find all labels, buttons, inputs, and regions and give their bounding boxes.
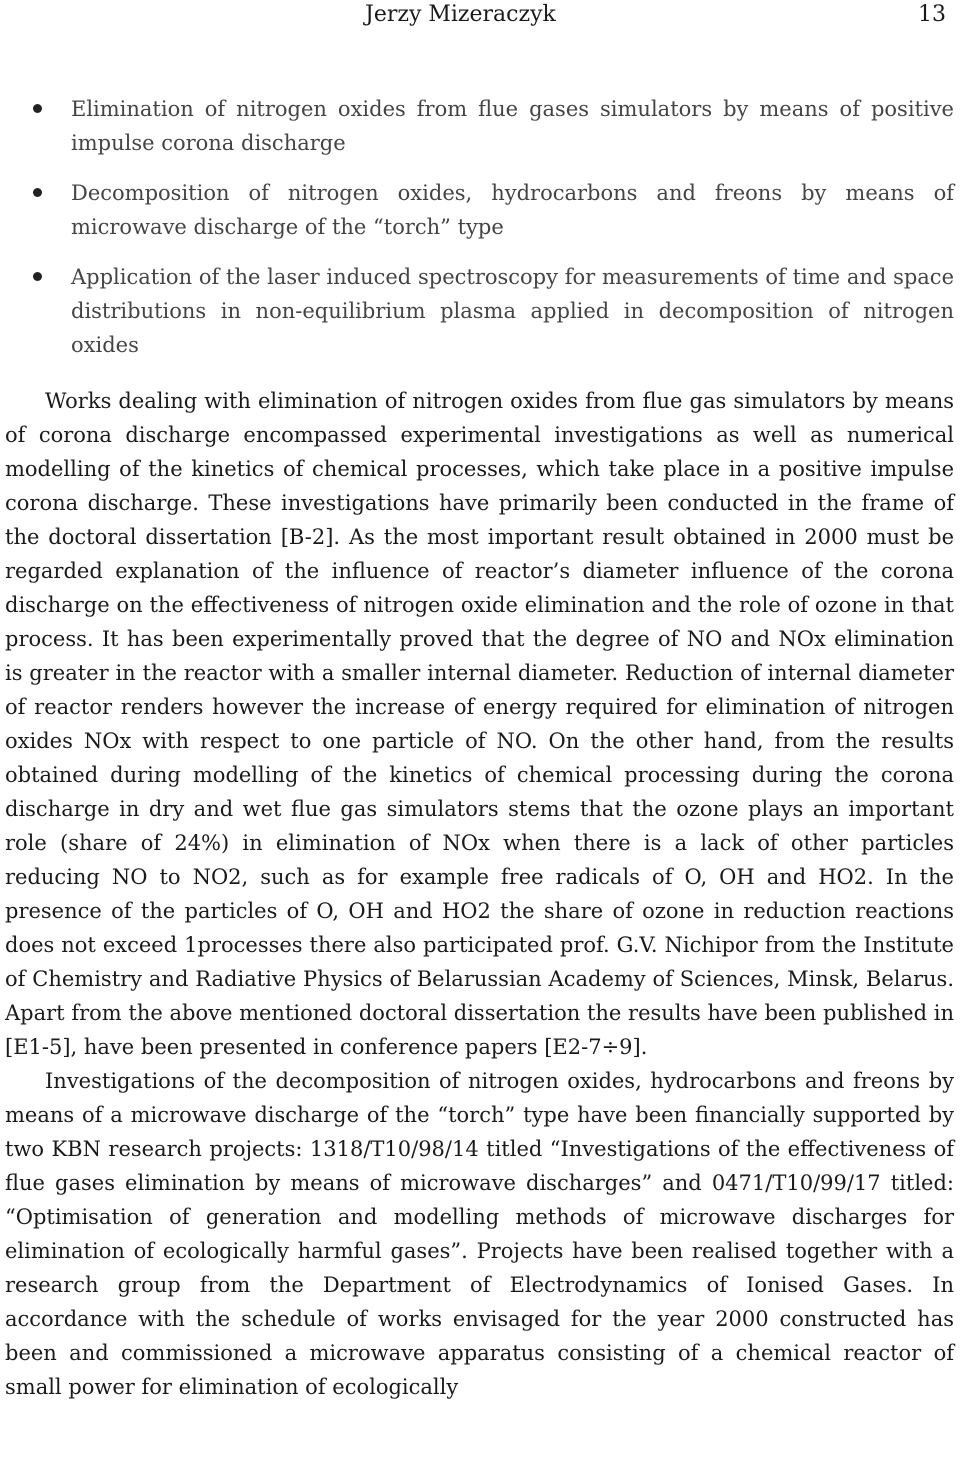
- bullet-item: Application of the laser induced spectroscopy for measurements of time and space distributions in non-equilibrium plasma applied in decomposition of nitrogen oxides: [5, 260, 954, 362]
- running-header: [5, 0, 954, 30]
- running-head-author: Jerzy Mizeraczyk: [365, 2, 556, 27]
- bullet-item: Elimination of nitrogen oxides from flue gases simulators by means of positive impulse corona discharge: [5, 92, 954, 160]
- bullet-list: [5, 92, 954, 362]
- bullet-item: Decomposition of nitrogen oxides, hydrocarbons and freons by means of microwave discharge of the “torch” type: [5, 176, 954, 244]
- page-number: 13: [918, 2, 946, 27]
- body-paragraph: Works dealing with elimination of nitrogen oxides from flue gas simulators by means of corona discharge encompassed experimental investigations as well as numerical modelling of the kinetics of chemical processes, which take place in a positive impulse corona discharge. These investigations have primarily been conducted in the frame of the doctoral dissertation [B-2]. As the most important result obtained in 2000 must be regarded explanation of the influence of reactor’s diameter influence of the corona discharge on the effectiveness of nitrogen oxide elimination and the role of ozone in that process. It has been experimentally proved that the degree of NO and NOx elimination is greater in the reactor with a smaller internal diameter. Reduction of internal diameter of reactor renders however the increase of energy required for elimination of nitrogen oxides NOx with respect to one particle of NO. On the other hand, from the results obtained during modelling of the kinetics of chemical processing during the corona discharge in dry and wet flue gas simulators stems that the ozone plays an important role (share of 24%) in elimination of NOx when there is a lack of other particles reducing NO to NO2, such as for example free radicals of O, OH and HO2. In the presence of the particles of O, OH and HO2 the share of ozone in reduction reactions does not exceed 1processes there also participated prof. G.V. Nichipor from the Institute of Chemistry and Radiative Physics of Belarussian Academy of Sciences, Minsk, Belarus. Apart from the above mentioned doctoral dissertation the results have been published in [E1-5], have been presented in conference papers [E2-7÷9].: [5, 389, 954, 1059]
- body-paragraph: Investigations of the decomposition of nitrogen oxides, hydrocarbons and freons by means of a microwave discharge of the “torch” type have been financially supported by two KBN research projects: 1318/T10/98/14 titled “Investigations of the effectiveness of flue gases elimination by means of microwave discharges” and 0471/T10/99/17 titled: “Optimisation of generation and modelling methods of microwave discharges for elimination of ecologically harmful gases”. Projects have been realised together with a research group from the Department of Electrodynamics of Ionised Gases. In accordance with the schedule of works envisaged for the year 2000 constructed has been and commissioned a microwave apparatus consisting of a chemical reactor of small power for elimination of ecologically: [5, 1069, 954, 1399]
